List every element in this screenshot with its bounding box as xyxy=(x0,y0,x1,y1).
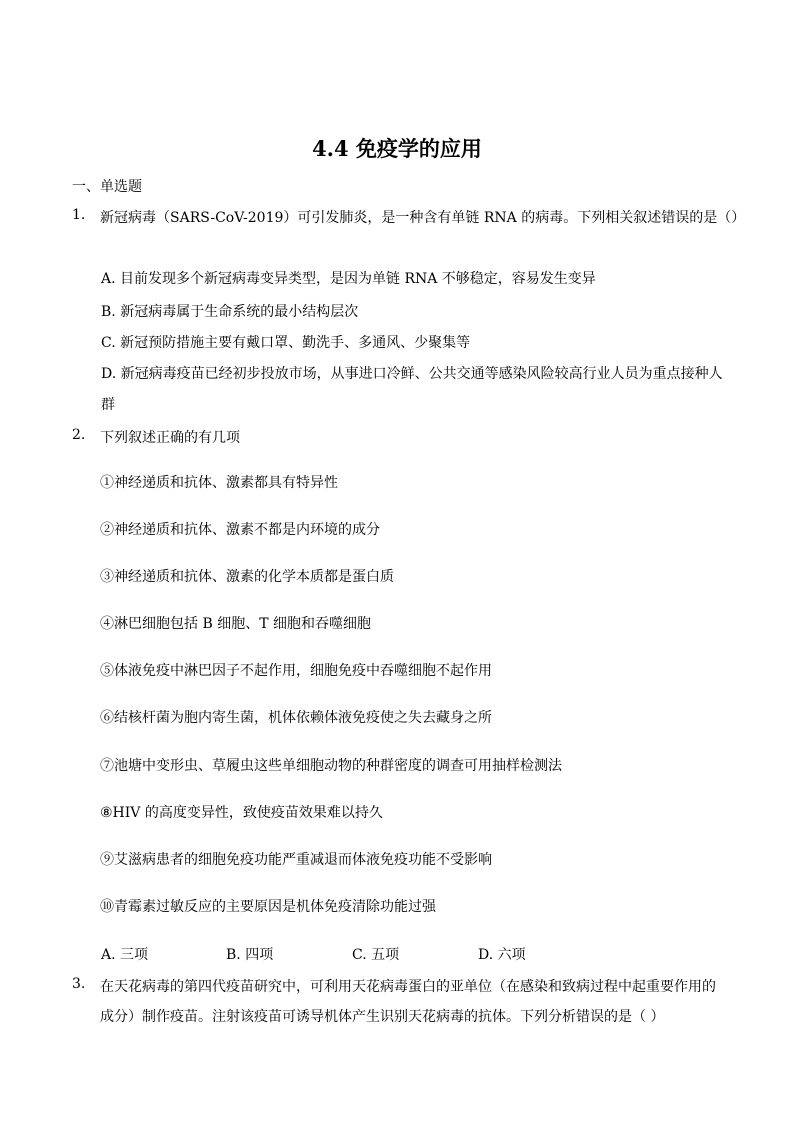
option-b: B. 四项 xyxy=(226,947,274,963)
statement-10: ⑩青霉素过敏反应的主要原因是机体免疫清除功能过强 xyxy=(100,899,436,915)
statement-9: ⑨艾滋病患者的细胞免疫功能严重减退而体液免疫功能不受影响 xyxy=(100,852,492,868)
question-number: 3. xyxy=(72,976,86,992)
question-stem: 新冠病毒（SARS-CoV-2019）可引发肺炎，是一种含有单链 RNA 的病毒。下列相关叙述错误的是（） xyxy=(100,210,746,226)
statement-4: ④淋巴细胞包括 B 细胞、T 细胞和吞噬细胞 xyxy=(100,616,371,632)
question-stem-line-2: 成分）制作疫苗。注射该疫苗可诱导机体产生识别天花病毒的抗体。下列分析错误的是（ ） xyxy=(100,1009,665,1025)
statement-2: ②神经递质和抗体、激素不都是内环境的成分 xyxy=(100,522,380,538)
question-stem: 下列叙述正确的有几项 xyxy=(100,430,240,446)
statement-3: ③神经递质和抗体、激素的化学本质都是蛋白质 xyxy=(100,569,394,585)
question-number: 2. xyxy=(72,427,86,443)
section-heading: 一、单选题 xyxy=(72,179,142,195)
page-title: 4.4 免疫学的应用 xyxy=(312,136,482,161)
statement-7: ⑦池塘中变形虫、草履虫这些单细胞动物的种群密度的调查可用抽样检测法 xyxy=(100,758,562,774)
option-a: A. 三项 xyxy=(101,947,149,963)
statement-1: ①神经递质和抗体、激素都具有特异性 xyxy=(100,475,338,491)
statement-5: ⑤体液免疫中淋巴因子不起作用，细胞免疫中吞噬细胞不起作用 xyxy=(100,663,492,679)
question-number: 1. xyxy=(72,207,86,223)
option-c: C. 五项 xyxy=(352,947,400,963)
option-c: C. 新冠预防措施主要有戴口罩、勤洗手、多通风、少聚集等 xyxy=(101,335,471,351)
statement-8: ⑧HIV 的高度变异性，致使疫苗效果难以持久 xyxy=(100,805,383,821)
statement-6: ⑥结核杆菌为胞内寄生菌，机体依赖体液免疫使之失去藏身之所 xyxy=(100,710,492,726)
question-stem-line-1: 在天花病毒的第四代疫苗研究中，可利用天花病毒蛋白的亚单位（在感染和致病过程中起重要作用的 xyxy=(100,979,716,995)
option-b: B. 新冠病毒属于生命系统的最小结构层次 xyxy=(101,304,359,320)
option-d: D. 六项 xyxy=(478,947,526,963)
option-a: A. 目前发现多个新冠病毒变异类型，是因为单链 RNA 不够稳定，容易发生变异 xyxy=(101,271,596,287)
option-d: D. 新冠病毒疫苗已经初步投放市场，从事进口冷鲜、公共交通等感染风险较高行业人员为重点接种人 xyxy=(101,366,723,382)
option-d-continuation: 群 xyxy=(101,397,115,413)
